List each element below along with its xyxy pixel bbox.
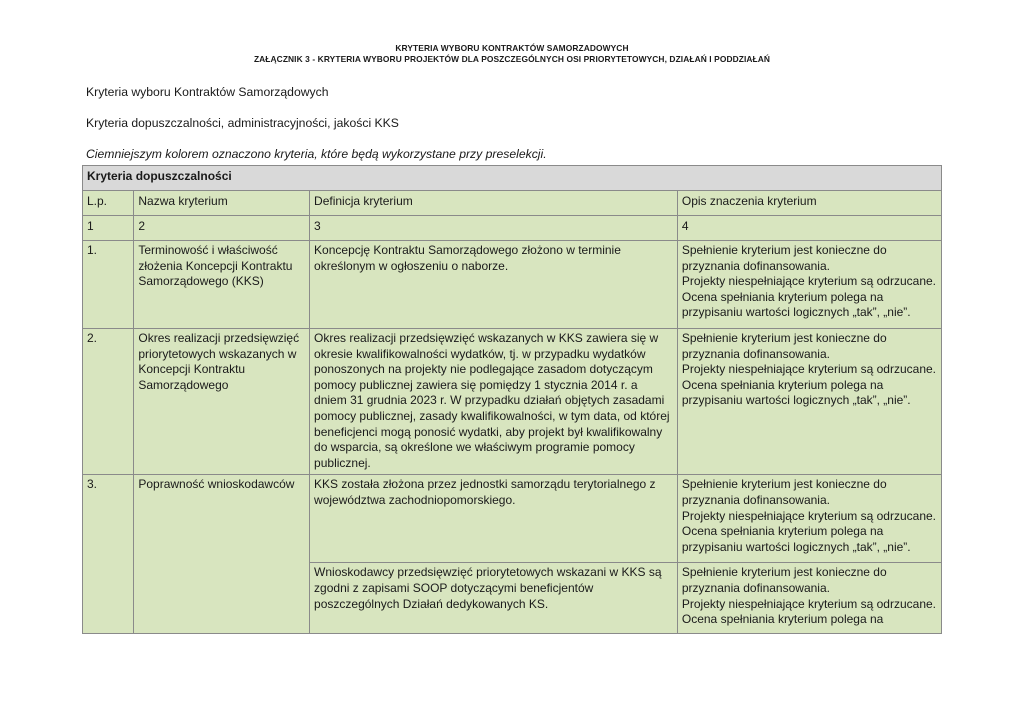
document-subtitle: ZAŁĄCZNIK 3 - KRYTERIA WYBORU PROJEKTÓW DLA POSZCZEGÓLNYCH OSI PRIORYTETOWYCH, DZIAŁAŃ I PODDZIAŁAŃ <box>253 54 771 64</box>
description-line: Projekty niespełniające kryterium są odrzucane. <box>681 274 936 289</box>
column-number: 3 <box>310 216 678 241</box>
column-header-name: Nazwa kryterium <box>134 191 310 216</box>
preselection-note: Ciemniejszym kolorem oznaczono kryteria, które będą wykorzystane przy preselekcji. <box>86 147 547 161</box>
criteria-table <box>82 165 942 634</box>
criterion-definition: Koncepcję Kontraktu Samorządowego złożono w terminie określonym w ogłoszeniu o naborze. <box>310 241 678 329</box>
criterion-name: Terminowość i właściwość złożenia Koncepcji Kontraktu Samorządowego (KKS) <box>134 241 310 329</box>
description-line: Spełnienie kryterium jest konieczne do przyznania dofinansowania. <box>681 477 887 507</box>
row-number: 1. <box>83 241 134 329</box>
column-number: 4 <box>677 216 941 241</box>
criterion-definition: KKS została złożona przez jednostki samorządu terytorialnego z województwa zachodniopomorskiego. <box>310 475 678 563</box>
criterion-description <box>677 329 941 475</box>
table-row <box>83 241 942 329</box>
document-header <box>0 43 1024 65</box>
table-section-row <box>83 166 942 191</box>
description-line: Ocena spełniania kryterium polega na przypisaniu wartości logicznych „tak”, „nie”. <box>681 289 911 320</box>
description-line: Projekty niespełniające kryterium są odrzucane. <box>681 596 936 611</box>
description-line: Spełnienie kryterium jest konieczne do przyznania dofinansowania. <box>681 331 887 361</box>
table-header-row <box>83 191 942 216</box>
criterion-definition: Okres realizacji przedsięwzięć wskazanych w KKS zawiera się w okresie kwalifikowalności wydatków, tj. w przypadku wydatków ponoszonych na projekty nie podlegające zasadom dotyczącym pomocy publicznej zawiera się pomiędzy 1 stycznia 2014 r. a dniem 31 grudnia 2023 r. W przypadku działań objętych zasadami pomocy publicznej, zasady kwalifikowalności, w tym data, od której beneficjenci mogą ponosić wydatki, aby projekt był kwalifikowalny do wsparcia, są określone we właściwym programie pomocy publicznej. <box>310 329 678 475</box>
column-header-lp: L.p. <box>83 191 134 216</box>
criterion-name: Okres realizacji przedsięwzięć priorytetowych wskazanych w Koncepcji Kontraktu Samorządowego <box>134 329 310 475</box>
description-line: Ocena spełniania kryterium polega na przypisaniu wartości logicznych „tak”, „nie”. <box>681 524 911 554</box>
table-row <box>83 329 942 475</box>
description-line: Ocena spełniania kryterium polega na <box>681 612 884 627</box>
row-number: 2. <box>83 329 134 475</box>
column-number: 1 <box>83 216 134 241</box>
criterion-description <box>677 475 941 563</box>
criterion-name: Poprawność wnioskodawców <box>134 475 310 634</box>
description-line: Projekty niespełniające kryterium są odrzucane. <box>681 362 936 377</box>
description-line: Ocena spełniania kryterium polega na przypisaniu wartości logicznych „tak”, „nie”. <box>681 377 911 408</box>
description-line: Projekty niespełniające kryterium są odrzucane. <box>681 508 936 523</box>
column-number-row <box>83 216 942 241</box>
criterion-definition: Wnioskodawcy przedsięwzięć priorytetowych wskazani w KKS są zgodni z zapisami SOOP dotyczącymi beneficjentów poszczególnych Działań dedykowanych KS. <box>310 563 678 634</box>
row-number: 3. <box>83 475 134 634</box>
description-line: Spełnienie kryterium jest konieczne do przyznania dofinansowania. <box>681 565 887 595</box>
description-line: Spełnienie kryterium jest konieczne do przyznania dofinansowania. <box>681 243 887 273</box>
column-header-description: Opis znaczenia kryterium <box>677 191 941 216</box>
column-header-definition: Definicja kryterium <box>310 191 678 216</box>
document-title: KRYTERIA WYBORU KONTRAKTÓW SAMORZADOWYCH <box>395 43 629 53</box>
intro-subheading: Kryteria dopuszczalności, administracyjności, jakości KKS <box>86 116 399 130</box>
criterion-description <box>677 241 941 329</box>
column-number: 2 <box>134 216 310 241</box>
criterion-description <box>677 563 941 634</box>
table-row <box>83 475 942 563</box>
intro-heading: Kryteria wyboru Kontraktów Samorządowych <box>86 85 329 99</box>
section-title: Kryteria dopuszczalności <box>83 166 942 191</box>
